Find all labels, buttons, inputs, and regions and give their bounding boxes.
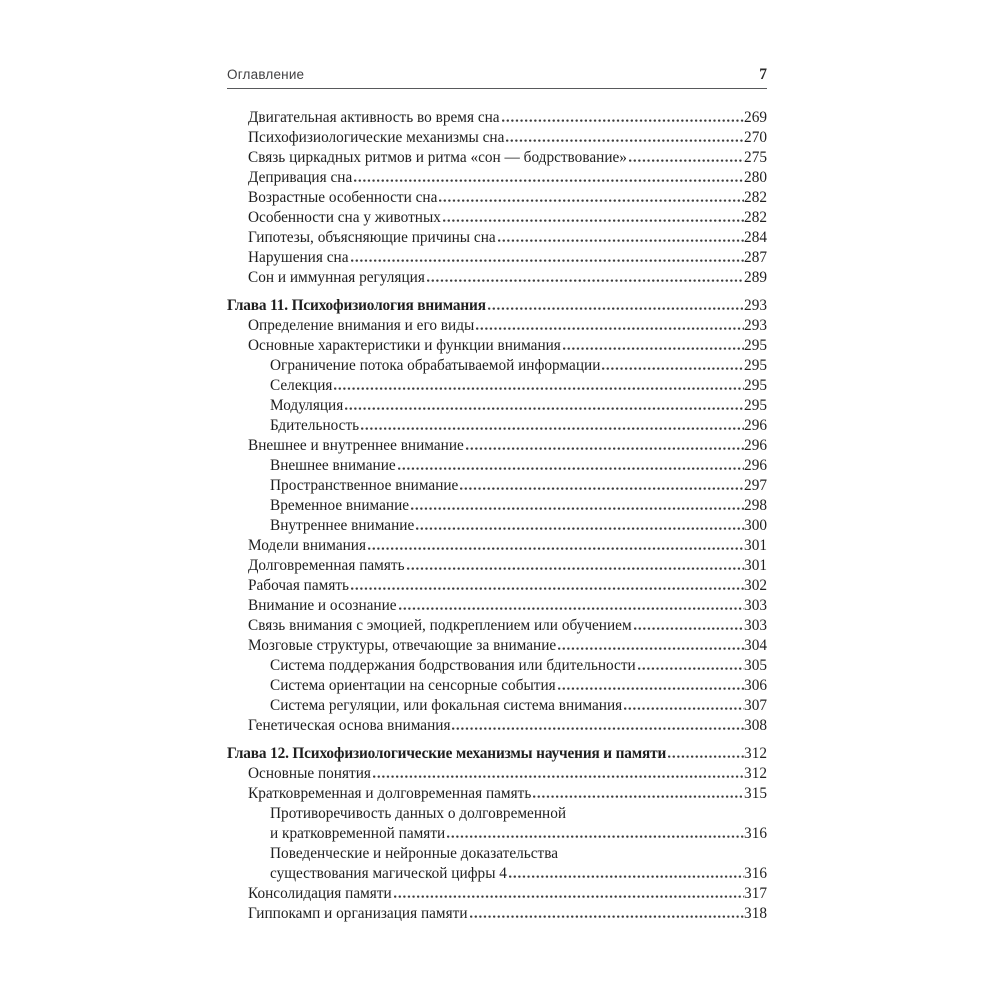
- toc-entry-label: Связь циркадных ритмов и ритма «сон — бодрствование»: [248, 149, 627, 166]
- toc-entry-page: 295: [744, 377, 767, 394]
- toc-entry: [227, 556, 767, 576]
- toc-entry-page: 305: [744, 657, 767, 674]
- toc-entry-page: 304: [744, 637, 767, 654]
- dot-leader: [560, 855, 767, 858]
- dot-leader: [488, 307, 744, 310]
- toc-entry-label: и кратковременной памяти: [270, 825, 446, 842]
- toc-entry-label: Основные характеристики и функции внимания: [248, 337, 561, 354]
- toc-entry-page: 303: [744, 597, 767, 614]
- toc-entry: [227, 716, 767, 736]
- toc-entry-page: 296: [744, 457, 767, 474]
- dot-leader: [634, 627, 744, 630]
- toc-entry-label: существования магической цифры 4: [270, 865, 507, 882]
- toc-entry: [227, 168, 767, 188]
- toc-entry: [227, 764, 767, 784]
- toc-entry: [227, 696, 767, 716]
- toc-entry-label: Глава 12. Психофизиологические механизмы научения и памяти: [227, 745, 667, 762]
- dot-leader: [476, 327, 744, 330]
- dot-leader: [399, 607, 744, 610]
- toc-entry-label: Бдительность: [270, 417, 360, 434]
- toc-entry: [227, 636, 767, 656]
- dot-leader: [638, 667, 744, 670]
- toc-entry-page: 316: [744, 865, 767, 882]
- toc-list: [227, 108, 767, 924]
- dot-leader: [509, 875, 744, 878]
- toc-entry-page: 295: [744, 337, 767, 354]
- toc-entry-page: 287: [744, 249, 767, 266]
- toc-entry-page: 297: [744, 477, 767, 494]
- dot-leader: [394, 895, 744, 898]
- toc-entry-page: 289: [744, 269, 767, 286]
- toc-entry-page: 298: [744, 497, 767, 514]
- toc-entry-label: Система регуляции, или фокальная система внимания: [270, 697, 623, 714]
- dot-leader: [498, 239, 744, 242]
- toc-entry: [227, 208, 767, 228]
- dot-leader: [558, 687, 744, 690]
- dot-leader: [452, 727, 744, 730]
- toc-entry-page: 301: [744, 557, 767, 574]
- toc-entry-label: Ограничение потока обрабатываемой информации: [270, 357, 601, 374]
- toc-entry-page: 308: [744, 717, 767, 734]
- toc-entry: [227, 616, 767, 636]
- toc-entry: [227, 536, 767, 556]
- toc-entry-page: 295: [744, 357, 767, 374]
- toc-entry-label: Нарушения сна: [248, 249, 349, 266]
- toc-entry-label: Внутреннее внимание: [270, 517, 415, 534]
- toc-entry: [227, 228, 767, 248]
- toc-entry: [227, 396, 767, 416]
- toc-entry-label: Система ориентации на сенсорные события: [270, 677, 556, 694]
- toc-entry: [227, 316, 767, 336]
- toc-entry: [227, 296, 767, 316]
- toc-entry-label: Временное внимание: [270, 497, 410, 514]
- toc-entry-label: Гиппокамп и организация памяти: [248, 905, 468, 922]
- toc-entry-page: 270: [744, 129, 767, 146]
- toc-entry-page: 318: [744, 905, 767, 922]
- toc-entry: [227, 864, 767, 884]
- dot-leader: [361, 427, 744, 430]
- toc-entry-page: 312: [744, 745, 767, 762]
- toc-entry-page: 306: [744, 677, 767, 694]
- dot-leader: [354, 179, 744, 182]
- dot-leader: [533, 795, 744, 798]
- dot-leader: [563, 347, 744, 350]
- toc-entry-page: 296: [744, 437, 767, 454]
- toc-entry-label: Связь внимания с эмоцией, подкреплением или обучением: [248, 617, 632, 634]
- toc-entry-page: 275: [744, 149, 767, 166]
- toc-entry-page: 296: [744, 417, 767, 434]
- toc-entry-page: 307: [744, 697, 767, 714]
- toc-entry-label: Консолидация памяти: [248, 885, 392, 902]
- toc-entry: [227, 844, 767, 864]
- toc-entry: [227, 456, 767, 476]
- toc-entry: [227, 336, 767, 356]
- toc-entry-label: Рабочая память: [248, 577, 350, 594]
- dot-leader: [447, 835, 744, 838]
- page-number: 7: [759, 66, 767, 83]
- toc-entry: [227, 904, 767, 924]
- toc-entry-label: Внешнее и внутреннее внимание: [248, 437, 464, 454]
- toc-entry-label: Поведенческие и нейронные доказательства: [270, 845, 559, 862]
- toc-entry-label: Модели внимания: [248, 537, 367, 554]
- dot-leader: [407, 567, 744, 570]
- toc-entry: [227, 108, 767, 128]
- toc-entry-label: Гипотезы, объясняющие причины сна: [248, 229, 496, 246]
- dot-leader: [351, 259, 745, 262]
- toc-entry-label: Внешнее внимание: [270, 457, 396, 474]
- toc-entry-label: Особенности сна у животных: [248, 209, 441, 226]
- toc-entry: [227, 656, 767, 676]
- dot-leader: [334, 387, 744, 390]
- dot-leader: [624, 707, 744, 710]
- dot-leader: [368, 547, 744, 550]
- toc-entry: [227, 268, 767, 288]
- toc-entry-label: Глава 11. Психофизиология внимания: [227, 297, 486, 314]
- dot-leader: [345, 407, 744, 410]
- toc-entry-label: Внимание и осознание: [248, 597, 397, 614]
- running-head: [227, 66, 767, 84]
- toc-entry-label: Система поддержания бодрствования или бдительности: [270, 657, 636, 674]
- dot-leader: [466, 447, 744, 450]
- toc-entry-page: 300: [744, 517, 767, 534]
- toc-entry: [227, 496, 767, 516]
- dot-leader: [668, 755, 744, 758]
- toc-entry: [227, 128, 767, 148]
- dot-leader: [427, 279, 744, 282]
- toc-entry-label: Селекция: [270, 377, 333, 394]
- dot-leader: [470, 915, 745, 918]
- dot-leader: [416, 527, 744, 530]
- toc-entry: [227, 884, 767, 904]
- toc-entry: [227, 596, 767, 616]
- page-title: Оглавление: [227, 67, 305, 82]
- toc-entry: [227, 356, 767, 376]
- toc-entry-page: 269: [744, 109, 767, 126]
- toc-entry-label: Сон и иммунная регуляция: [248, 269, 425, 286]
- toc-entry: [227, 516, 767, 536]
- toc-entry: [227, 824, 767, 844]
- toc-entry-page: 302: [744, 577, 767, 594]
- toc-entry-label: Мозговые структуры, отвечающие за внимание: [248, 637, 557, 654]
- toc-entry: [227, 744, 767, 764]
- toc-entry: [227, 676, 767, 696]
- dot-leader: [629, 159, 744, 162]
- toc-entry-label: Кратковременная и долговременная память: [248, 785, 532, 802]
- toc-entry-page: 301: [744, 537, 767, 554]
- toc-entry-page: 315: [744, 785, 767, 802]
- dot-leader: [398, 467, 744, 470]
- toc-entry-label: Модуляция: [270, 397, 344, 414]
- toc-entry-label: Долговременная память: [248, 557, 405, 574]
- dot-leader: [373, 775, 744, 778]
- toc-entry-label: Генетическая основа внимания: [248, 717, 451, 734]
- toc-entry-label: Пространственное внимание: [270, 477, 459, 494]
- toc-entry-page: 282: [744, 189, 767, 206]
- toc-entry-page: 280: [744, 169, 767, 186]
- toc-entry-page: 282: [744, 209, 767, 226]
- dot-leader: [558, 647, 744, 650]
- header-rule: [227, 88, 767, 89]
- dot-leader: [443, 219, 744, 222]
- toc-entry: [227, 188, 767, 208]
- toc-entry-page: 303: [744, 617, 767, 634]
- toc-entry-label: Двигательная активность во время сна: [248, 109, 500, 126]
- toc-entry: [227, 476, 767, 496]
- toc-entry: [227, 436, 767, 456]
- toc-entry: [227, 376, 767, 396]
- toc-entry: [227, 416, 767, 436]
- toc-entry-label: Противоречивость данных о долговременной: [270, 805, 567, 822]
- toc-entry: [227, 784, 767, 804]
- toc-entry-page: 295: [744, 397, 767, 414]
- toc-entry-label: Основные понятия: [248, 765, 371, 782]
- toc-entry: [227, 804, 767, 824]
- toc-entry-label: Депривация сна: [248, 169, 353, 186]
- toc-entry-label: Психофизиологические механизмы сна: [248, 129, 505, 146]
- toc-entry-page: 317: [744, 885, 767, 902]
- dot-leader: [506, 139, 744, 142]
- dot-leader: [460, 487, 744, 490]
- toc-entry-page: 284: [744, 229, 767, 246]
- toc-entry-page: 312: [744, 765, 767, 782]
- toc-entry-label: Возрастные особенности сна: [248, 189, 438, 206]
- dot-leader: [411, 507, 744, 510]
- dot-leader: [502, 119, 744, 122]
- dot-leader: [602, 367, 744, 370]
- toc-entry-page: 316: [744, 825, 767, 842]
- toc-entry: [227, 248, 767, 268]
- toc-entry-page: 293: [744, 297, 767, 314]
- toc-entry: [227, 148, 767, 168]
- page-content: [227, 66, 767, 924]
- dot-leader: [439, 199, 744, 202]
- toc-entry-page: 293: [744, 317, 767, 334]
- dot-leader: [351, 587, 744, 590]
- dot-leader: [568, 815, 767, 818]
- toc-entry: [227, 576, 767, 596]
- toc-entry-label: Определение внимания и его виды: [248, 317, 475, 334]
